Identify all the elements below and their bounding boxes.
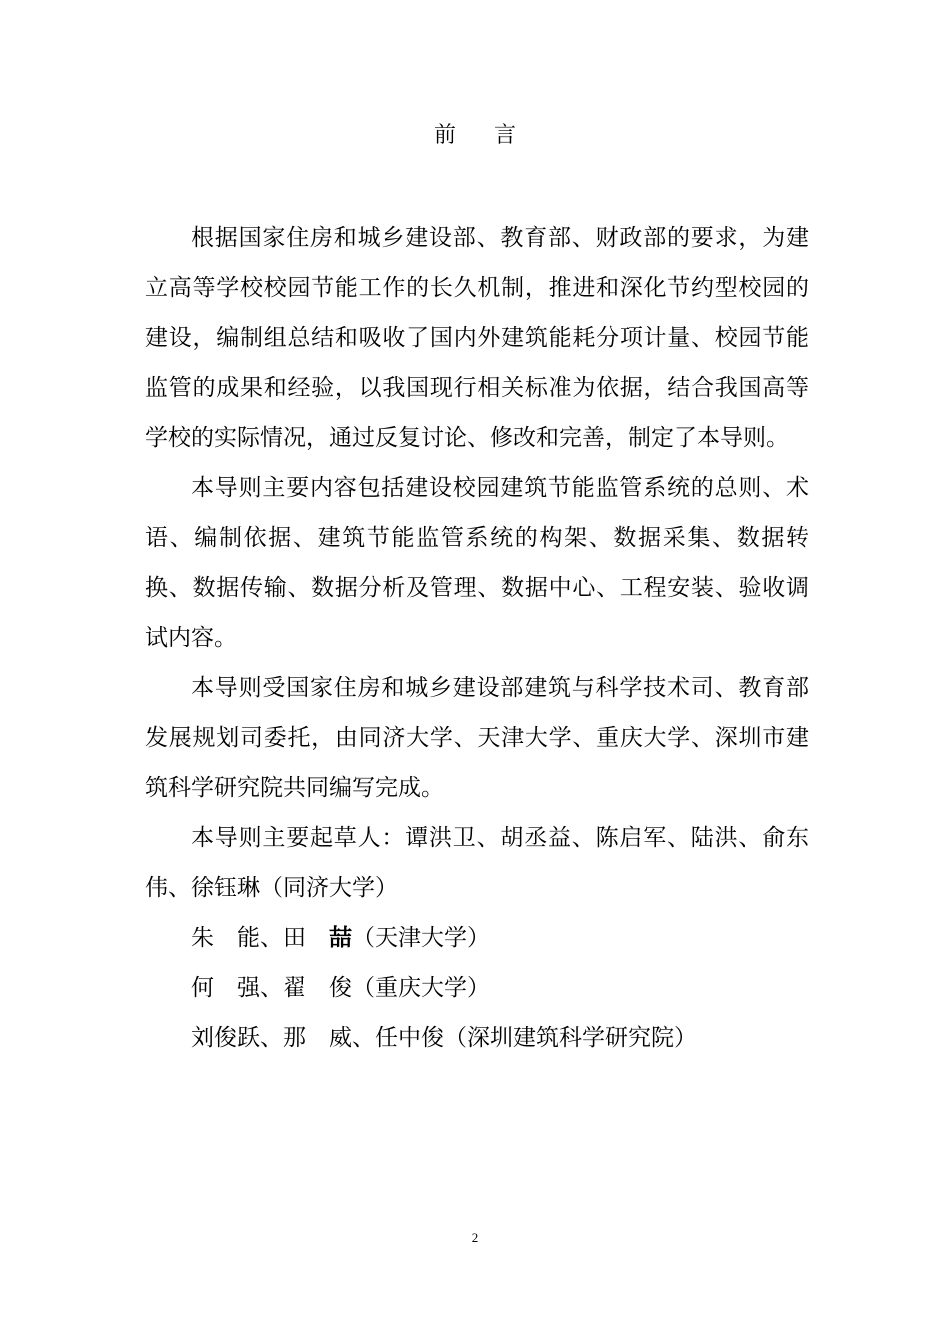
paragraph-contents: 本导则主要内容包括建设校园建筑节能监管系统的总则、术语、编制依据、建筑节能监管系统的构架、数据采集、数据转换、数据传输、数据分析及管理、数据中心、工程安装、验收调试内容。 [145, 475, 809, 651]
drafter-names: 何 强、翟 俊 [191, 975, 352, 1001]
drafter-line-chongqing [145, 963, 809, 1013]
preface-body [145, 213, 809, 1063]
paragraph-commission: 本导则受国家住房和城乡建设部建筑与科学技术司、教育部发展规划司委托，由同济大学、天津大学、重庆大学、深圳市建筑科学研究院共同编写完成。 [145, 675, 809, 801]
drafter-names: 朱 能、田 [191, 925, 329, 951]
drafter-name-bold: 喆 [329, 924, 352, 951]
drafter-line-shenzhen [145, 1013, 809, 1063]
drafter-names: 刘俊跃、那 威、任中俊 [191, 1025, 444, 1051]
page-number: 2 [471, 1230, 479, 1245]
page-title: 前言 [433, 123, 554, 148]
drafter-line-tianjin [145, 913, 809, 963]
drafter-institution: （深圳建筑科学研究院） [444, 1025, 697, 1051]
drafter-institution: （天津大学） [352, 925, 490, 951]
drafter-institution: （重庆大学） [352, 975, 490, 1001]
paragraph-main-drafters: 本导则主要起草人：谭洪卫、胡丞益、陈启军、陆洪、俞东伟、徐钰琳（同济大学） [145, 825, 809, 901]
paragraph-purpose: 根据国家住房和城乡建设部、教育部、财政部的要求，为建立高等学校校园节能工作的长久机制，推进和深化节约型校园的建设，编制组总结和吸收了国内外建筑能耗分项计量、校园节能监管的成果和经验，以我国现行相关标准为依据，结合我国高等学校的实际情况，通过反复讨论、修改和完善，制定了本导则。 [145, 225, 809, 451]
